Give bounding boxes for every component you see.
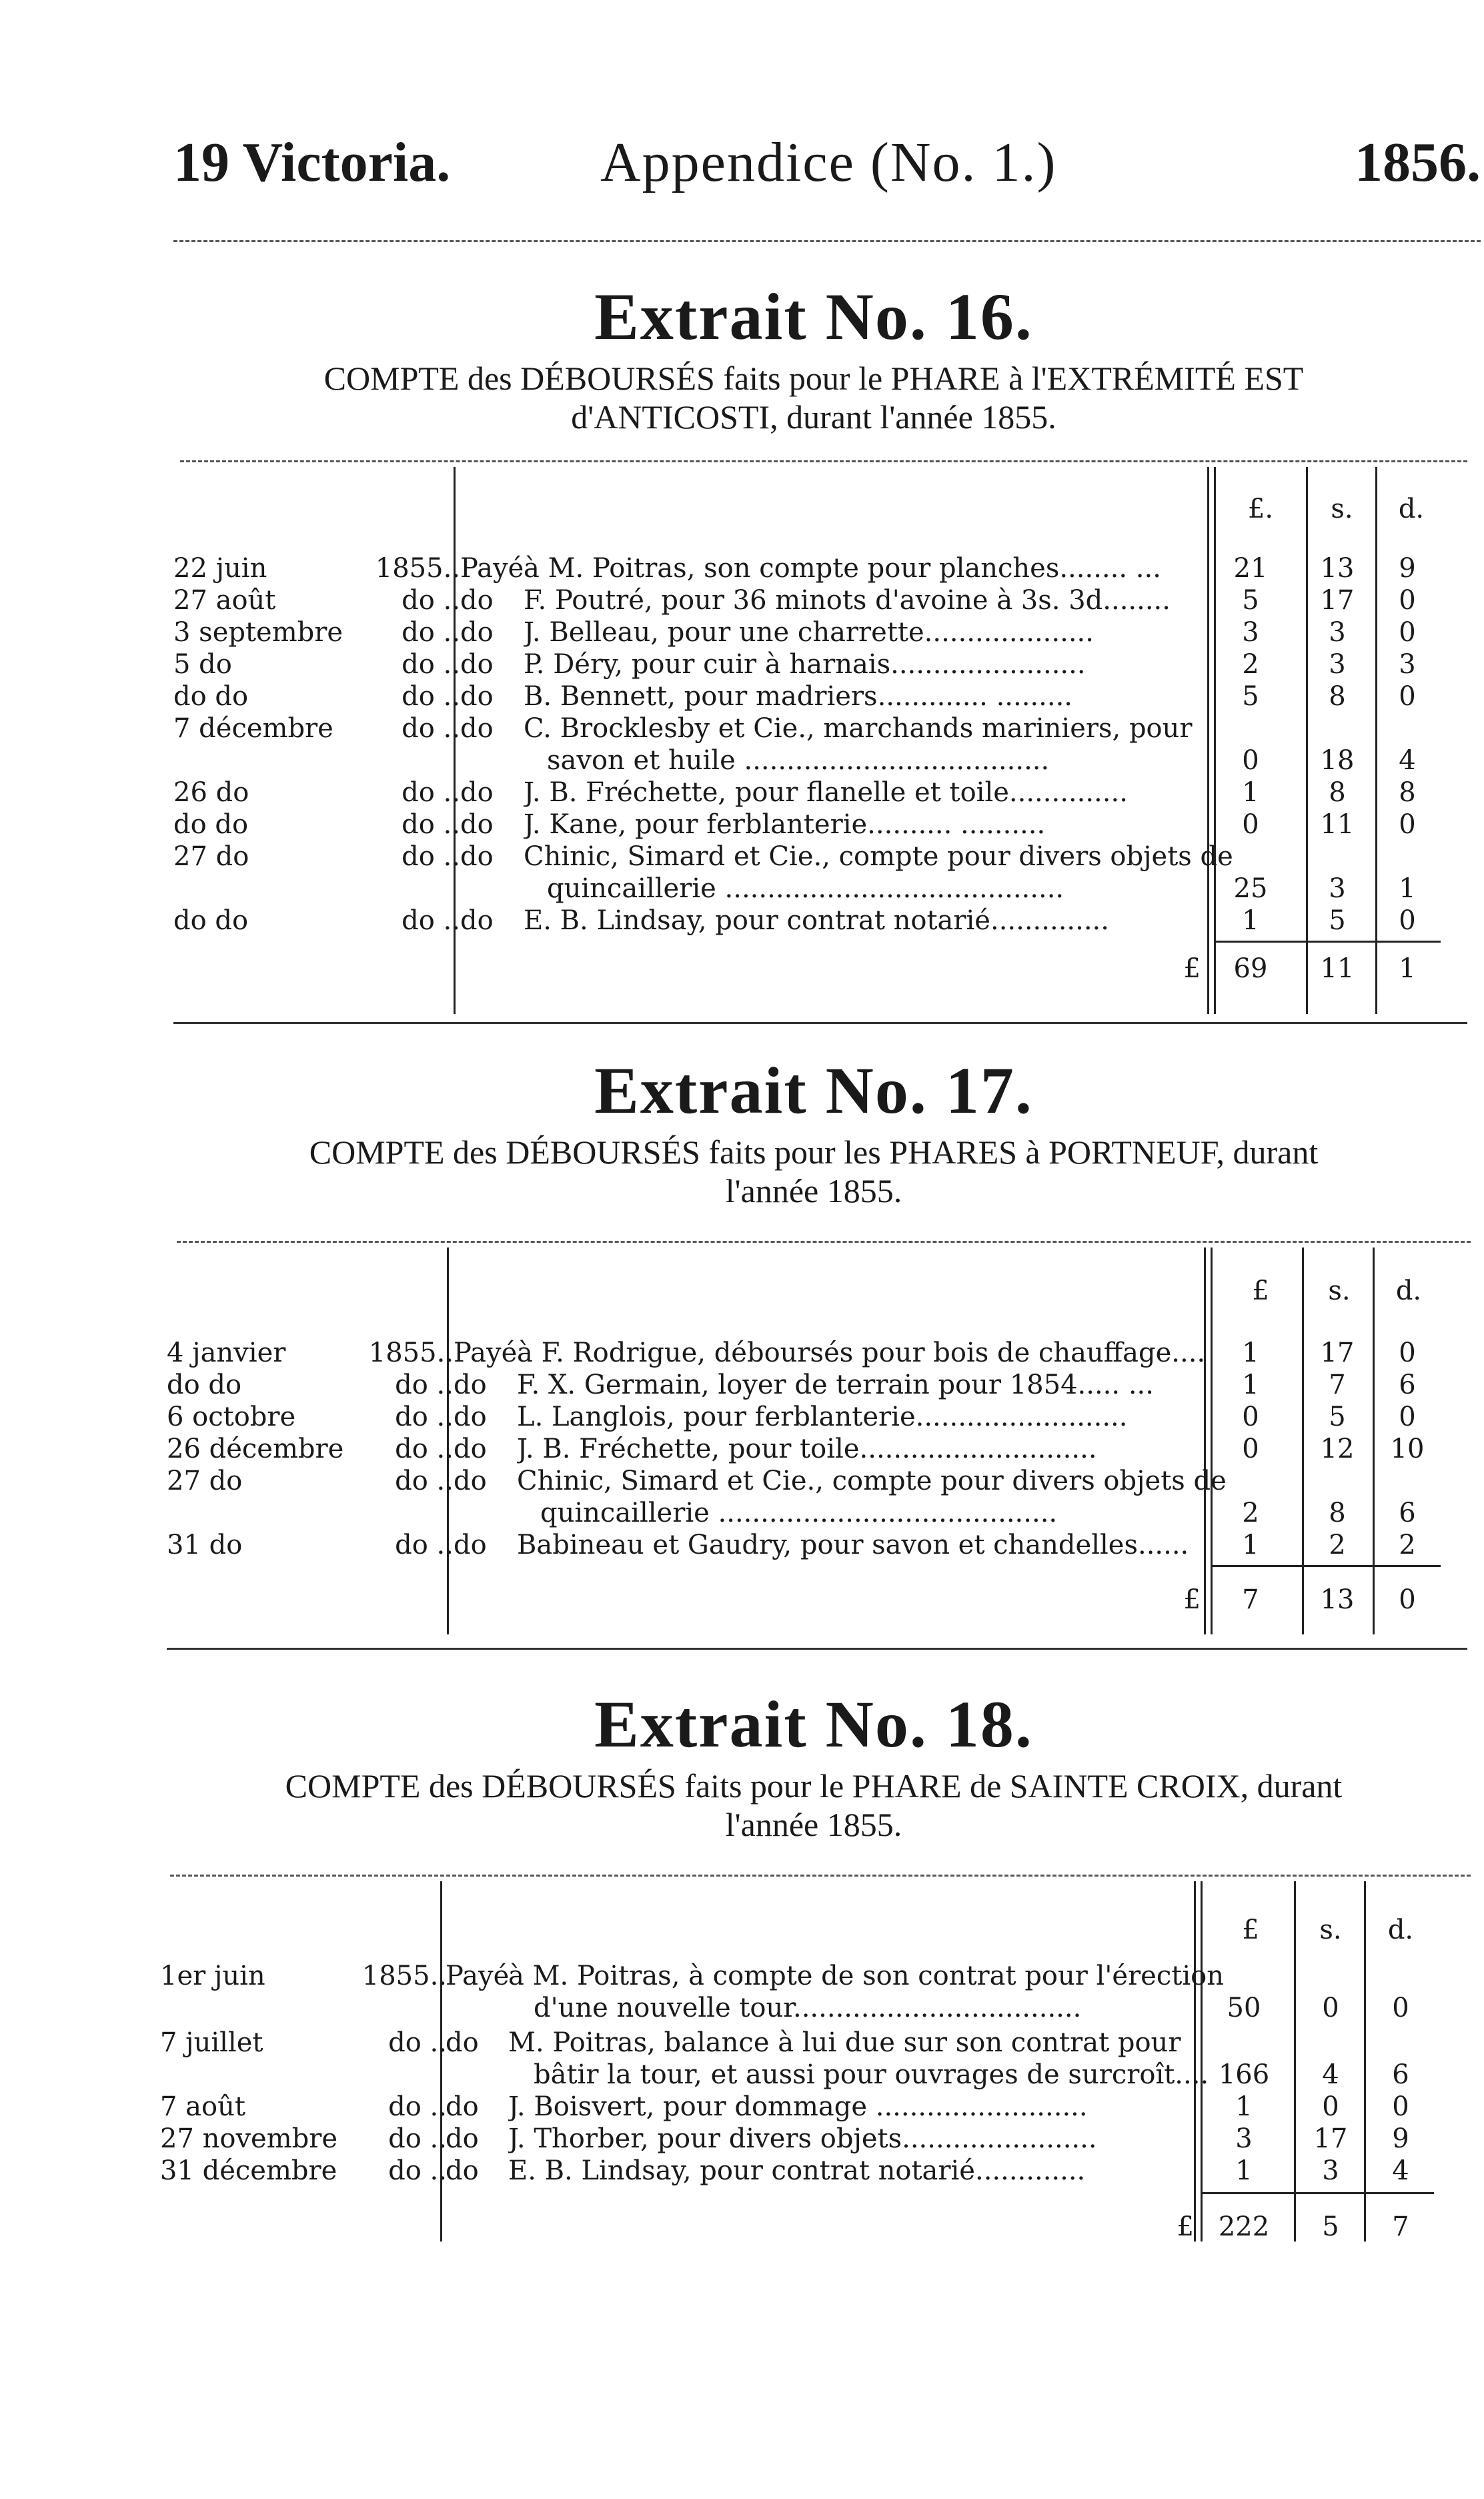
shillings-header: s.: [1319, 1915, 1342, 1945]
extract-subtitle-cont: l'année 1855.: [725, 1806, 902, 1843]
extract-16: [160, 280, 1467, 436]
pence-header: d.: [1395, 1276, 1422, 1306]
extract-subtitle: COMPTE des DÉBOURSÉS faits pour le PHARE de SAINTE CROIX, durant: [285, 1767, 1343, 1805]
session-label: 19 Victoria.: [173, 131, 451, 193]
extract-18: [160, 1688, 1467, 1844]
table-top-rule: [180, 460, 1467, 462]
extract-subtitle: COMPTE des DÉBOURSÉS faits pour le PHARE à l'EXTRÉMITÉ EST: [323, 360, 1304, 397]
table-top-rule: [177, 1241, 1471, 1243]
pounds-header: £: [1252, 1276, 1269, 1306]
total-pounds: 7: [1242, 1584, 1259, 1615]
extract-subtitle-cont: d'ANTICOSTI, durant l'année 1855.: [571, 398, 1056, 436]
total-currency: £: [1183, 953, 1201, 984]
extract-title: Extrait No. 18.: [594, 1687, 1033, 1761]
section-divider: [167, 1648, 1467, 1650]
total-shillings: 5: [1322, 2211, 1339, 2242]
document-page: 19 Victoria. Appendice (No. 1.) 1856. Extrait No. 16. COMPTE des DÉBOURSÉS faits pour le PHARE à l'EXTRÉMITÉ EST d'ANTICOSTI, durant l'année 1855. £. s. d. 22 juin 1855.. Payé à M. Poitras, son compte pour planches........ ... 21 13 9 27 août do .. do F. Poutré, pour 36 minots d'avoine à 3s. 3d........ 5 17 0 3 septembre do .. do J. Belleau, pour une charrette.................... 3 3 0 5 do do .. do P. Déry, pour cuir à harnais....................... 2 3 3 do do do .. do B. Bennett, pour madriers............. ......... 5 8 0 7 décembre do .. do C. Brocklesby et Cie., marchands mariniers, pour savon et huile .................................... 0 18 4 26 do do .. do J. B. Fréchette, pour flanelle et toile.............. 1 8 8 do do do .. do J. Kane, pour ferblanterie.......... .......... 0 11 0 27 do do .. do Chinic, Simard et Cie., compte pour divers objets de quincaillerie ........................................ 25 3 1 do do do .. do E. B. Lindsay, pour contrat notarié.............. 1 5 0 £ 69 11 1 Extrait No. 17. COMPTE des DÉBOURSÉS faits pour les PHARES à PORTNEUF, durant l'année 1855. £ s. d. 4 janvier 1855.. Payé à F. Rodrigue, déboursés pour bois de chauffage.... 1 17 0 do do do .. do F. X. Germain, loyer de terrain pour 1854..... ... 1 7 6 6 octobre do .. do L. Langlois, pour ferblanterie......................... 0 5 0 26 décembre do .. do J. B. Fréchette, pour toile............................ 0 12 10 27 do do .. do Chinic, Simard et Cie., compte pour divers objets de quincaillerie ........................................ 2 8 6 31 do do .. do Babineau et Gaudry, pour savon et chandelles...... 1 2 2 £ 7 13 0 Extrait No. 18. COMPTE des DÉBOURSÉS faits pour le PHARE de SAINTE CROIX, durant l'année 1855. £ s. d. 1er juin 1855.. Payé à M. Poitras, à compte de son contrat pour l'érection d'une nouvelle tour.................................. 50 0 0 7 juillet do .. do M. Poitras, balance à lui due sur son contrat pour bâtir la tour, et aussi pour ouvrages de surcroît.... 166 4 6 7 août do .. do J. Boisvert, pour dommage ......................... 1 0 0 27 novembre do .. do J. Thorber, pour divers objets....................... 3 17 9 31 décembre do .. do E. B. Lindsay, pour contrat notarié............. 1 3 4 £ 222 5 7: [0, 0, 1484, 2499]
table-top-rule: [170, 1875, 1471, 1877]
total-pounds: 69: [1233, 953, 1268, 984]
section-divider: [173, 1022, 1467, 1024]
total-currency: £: [1183, 1584, 1201, 1615]
total-pence: 1: [1399, 953, 1416, 984]
total-rule: [1201, 2192, 1434, 2194]
extract-title: Extrait No. 17.: [594, 1053, 1033, 1127]
total-shillings: 13: [1320, 1584, 1355, 1615]
total-pence: 7: [1392, 2211, 1409, 2242]
total-rule: [1211, 1565, 1441, 1567]
appendix-label: Appendice (No. 1.): [600, 131, 1057, 193]
total-shillings: 11: [1320, 953, 1355, 984]
total-currency: £: [1177, 2211, 1194, 2242]
extract-17: [160, 1054, 1467, 1210]
header-divider: [173, 240, 1481, 242]
pounds-header: £: [1242, 1915, 1259, 1945]
pence-header: d.: [1398, 494, 1425, 524]
total-pounds: 222: [1218, 2211, 1270, 2242]
column-rule: [440, 1881, 442, 2241]
shillings-header: s.: [1331, 494, 1353, 524]
extract-subtitle-cont: l'année 1855.: [725, 1172, 902, 1209]
year-label: 1856.: [1355, 131, 1481, 193]
extract-title: Extrait No. 16.: [594, 280, 1033, 354]
total-rule: [1214, 941, 1441, 943]
running-header: [173, 130, 1481, 203]
extract-subtitle: COMPTE des DÉBOURSÉS faits pour les PHARES à PORTNEUF, durant: [309, 1133, 1319, 1171]
total-pence: 0: [1399, 1584, 1416, 1615]
pounds-header: £.: [1247, 494, 1274, 524]
shillings-header: s.: [1328, 1276, 1351, 1306]
pence-header: d.: [1387, 1915, 1414, 1945]
